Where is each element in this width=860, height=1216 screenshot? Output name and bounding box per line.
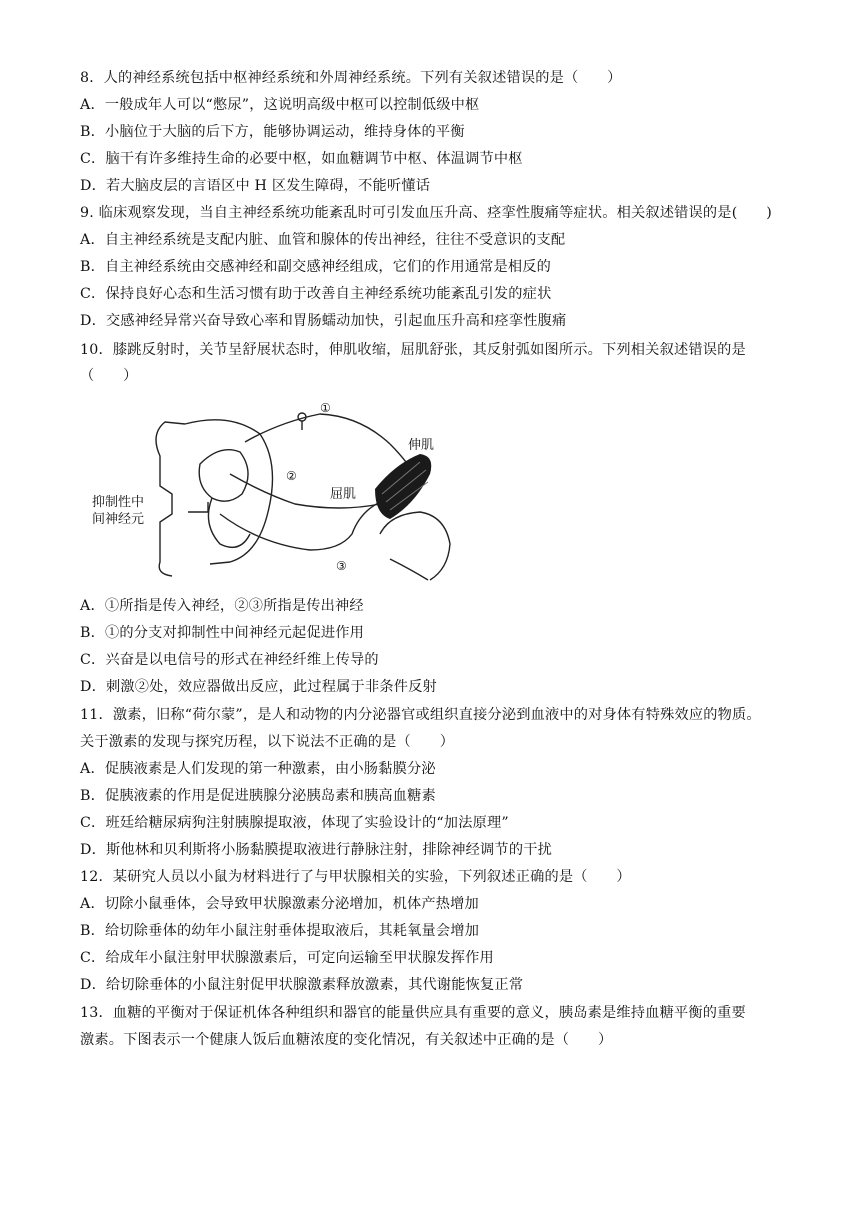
label-extensor: 伸肌 — [408, 438, 435, 453]
interneuron-link — [188, 502, 208, 512]
q13-stem-line2: 激素。下图表示一个健康人饭后血糖浓度的变化情况，有关叙述中正确的是（ ） — [80, 1032, 613, 1048]
q11-stem-line1: 11．激素，旧称“荷尔蒙”，是人和动物的内分泌器官或组织直接分泌到血液中的对身体有特殊效应的物质。 — [80, 707, 761, 723]
q11-option-a: A．促胰液素是人们发现的第一种激素，由小肠黏膜分泌 — [80, 761, 436, 777]
label-inhibitory-line2: 间神经元 — [92, 512, 145, 527]
mark-2: ② — [286, 469, 297, 483]
q9-option-c: C．保持良好心态和生活习惯有助于改善自主神经系统功能紊乱引发的症状 — [80, 286, 552, 302]
q10-stem-line2: （ ） — [80, 368, 138, 384]
label-inhibitory-line1: 抑制性中 — [92, 495, 145, 510]
q11-option-c: C．班廷给糖尿病狗注射胰腺提取液，体现了实验设计的“加法原理” — [80, 815, 509, 831]
q10-option-c: C．兴奋是以电信号的形式在神经纤维上传导的 — [80, 652, 379, 668]
q8-option-c: C．脑干有许多维持生命的必要中枢，如血糖调节中枢、体温调节中枢 — [80, 151, 523, 167]
mark-3: ③ — [336, 559, 347, 573]
q8-stem: 8．人的神经系统包括中枢神经系统和外周神经系统。下列有关叙述错误的是（ ） — [80, 70, 622, 86]
q12-option-d: D．给切除垂体的小鼠注射促甲状腺激素释放激素，其代谢能恢复正常 — [80, 977, 524, 993]
q9-option-b: B．自主神经系统由交感神经和副交感神经组成，它们的作用通常是相反的 — [80, 259, 552, 275]
reflex-arc-figure — [90, 394, 470, 584]
mark-1: ① — [320, 401, 331, 415]
q11-option-d: D．斯他林和贝利斯将小肠黏膜提取液进行静脉注射，排除神经调节的干扰 — [80, 842, 552, 858]
efferent-nerve-2 — [230, 474, 380, 508]
q10-option-b: B．①的分支对抑制性中间神经元起促进作用 — [80, 625, 364, 641]
leg-outline — [390, 559, 428, 580]
afferent-nerve — [245, 414, 390, 444]
q9-option-a: A．自主神经系统是支配内脏、血管和腺体的传出神经，往往不受意识的支配 — [80, 232, 566, 248]
q8-option-b: B．小脑位于大脑的后下方，能够协调运动，维持身体的平衡 — [80, 124, 465, 140]
q11-option-b: B．促胰液素的作用是促进胰腺分泌胰岛素和胰高血糖素 — [80, 788, 436, 804]
spinal-cord-outline-right — [185, 420, 273, 564]
gray-matter-lower — [208, 498, 250, 547]
q10-stem-line1: 10．膝跳反射时，关节呈舒展状态时，伸肌收缩，屈肌舒张，其反射弧如图所示。下列相关叙述错误的是 — [80, 342, 746, 358]
spinal-cord-outline-left — [156, 422, 185, 576]
q10-option-a: A．①所指是传入神经，②③所指是传出神经 — [80, 598, 364, 614]
gray-matter — [199, 450, 248, 501]
q9-option-d: D．交感神经异常兴奋导致心率和胃肠蠕动加快，引起血压升高和痉挛性腹痛 — [80, 313, 567, 329]
q12-option-a: A．切除小鼠垂体，会导致甲状腺激素分泌增加，机体产热增加 — [80, 896, 479, 912]
q11-stem-line2: 关于激素的发现与探究历程，以下说法不正确的是（ ） — [80, 734, 455, 750]
q12-option-b: B．给切除垂体的幼年小鼠注射垂体提取液后，其耗氧量会增加 — [80, 923, 480, 939]
q12-stem: 12．某研究人员以小鼠为材料进行了与甲状腺相关的实验，下列叙述正确的是（ ） — [80, 869, 631, 885]
q8-option-d: D．若大脑皮层的言语区中 H 区发生障碍，不能听懂话 — [80, 178, 431, 194]
q9-stem: 9. 临床观察发现，当自主神经系统功能紊乱时可引发血压升高、痉挛性腹痛等症状。相关叙述错误的是( ) — [80, 205, 772, 221]
label-flexor: 屈肌 — [330, 487, 357, 502]
q13-stem-line1: 13．血糖的平衡对于保证机体各种组织和器官的能量供应具有重要的意义，胰岛素是维持血糖平衡的重要 — [80, 1005, 746, 1021]
q12-option-c: C．给成年小鼠注射甲状腺激素后，可定向运输至甲状腺发挥作用 — [80, 950, 494, 966]
q10-option-d: D．刺激②处，效应器做出反应，此过程属于非条件反射 — [80, 679, 437, 695]
extensor-muscle — [375, 454, 431, 519]
q8-option-a: A．一般成年人可以“憋尿”，这说明高级中枢可以控制低级中枢 — [80, 97, 480, 113]
knee-outline — [380, 512, 450, 580]
reflex-arc-diagram — [90, 394, 470, 584]
